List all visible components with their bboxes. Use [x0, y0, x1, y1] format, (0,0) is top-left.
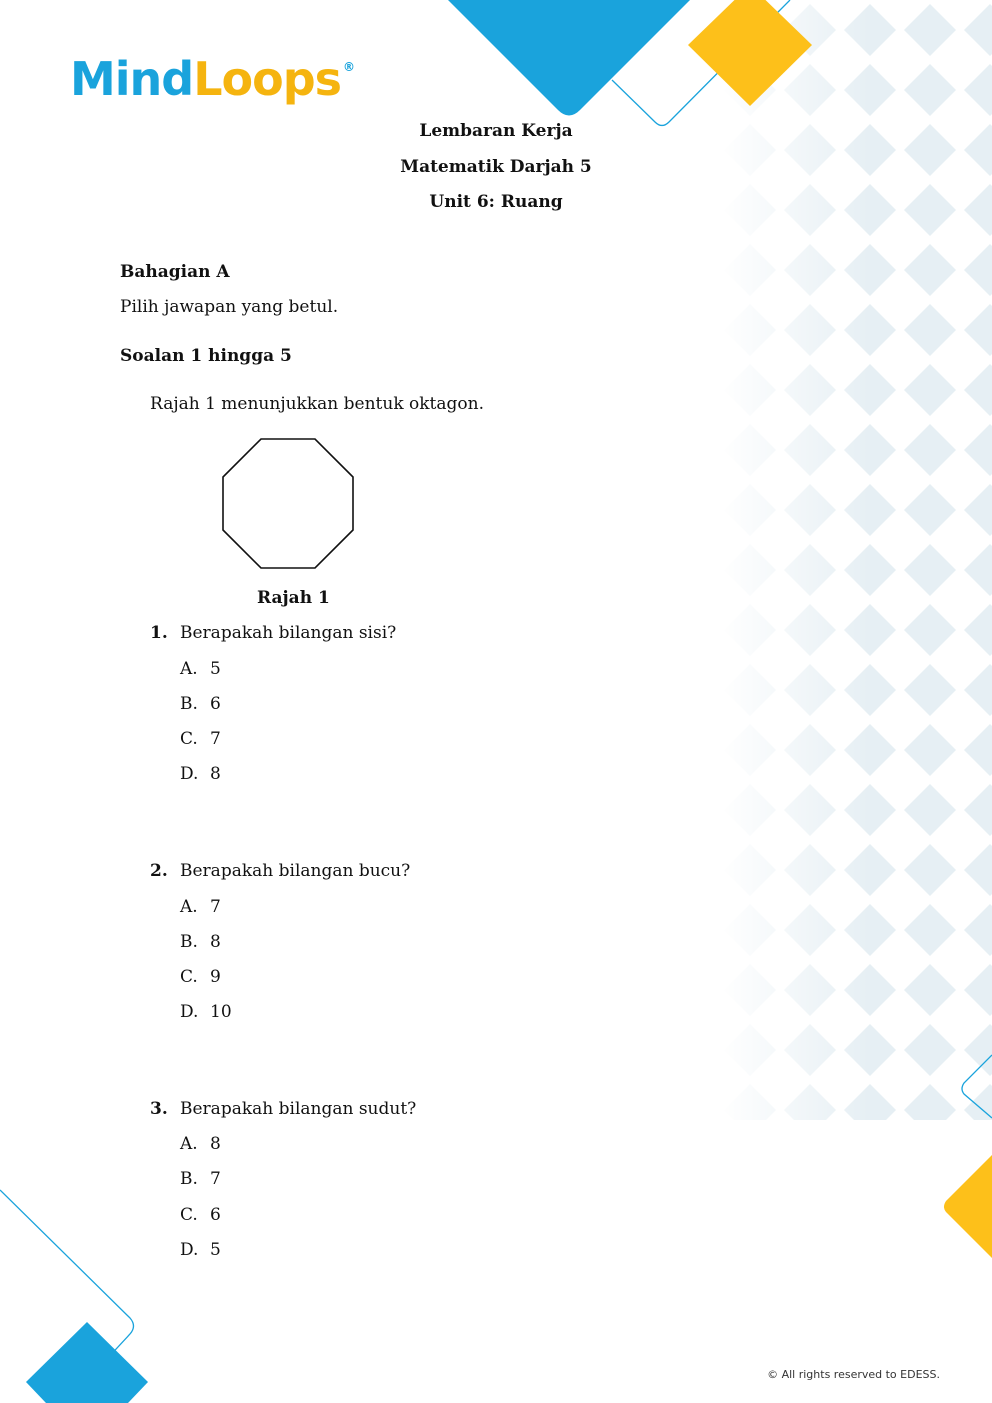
section-instruction: Pilih jawapan yang betul. — [120, 297, 339, 317]
worksheet-unit: Unit 6: Ruang — [429, 192, 563, 212]
option-value: 7 — [210, 729, 221, 749]
section-title: Bahagian A — [120, 262, 230, 282]
question-text: Berapakah bilangan bucu? — [180, 861, 411, 881]
option-value: 7 — [210, 897, 221, 917]
option-value: 6 — [210, 694, 221, 714]
outline-diamond-right — [962, 1055, 992, 1118]
figure-caption: Rajah 1 — [257, 588, 330, 608]
logo-text-loops: Loops — [193, 52, 342, 106]
option-value: 8 — [210, 1134, 221, 1154]
option-letter: C. — [180, 729, 198, 749]
option-letter: C. — [180, 967, 198, 987]
option-value: 9 — [210, 967, 221, 987]
option-letter: D. — [180, 764, 199, 784]
question-range: Soalan 1 hingga 5 — [120, 346, 292, 366]
worksheet-subject: Matematik Darjah 5 — [400, 157, 592, 177]
option-letter: B. — [180, 1169, 198, 1189]
option-letter: A. — [180, 1134, 198, 1154]
option-value: 5 — [210, 1240, 221, 1260]
question-text: Berapakah bilangan sisi? — [180, 623, 397, 643]
yellow-diamond-top — [688, 0, 812, 106]
logo-registered-mark: ® — [343, 60, 355, 74]
option-letter: A. — [180, 897, 198, 917]
question-number: 2. — [150, 861, 168, 881]
worksheet-title: Lembaran Kerja — [419, 121, 573, 141]
option-letter: C. — [180, 1205, 198, 1225]
option-value: 5 — [210, 659, 221, 679]
yellow-diamond-right — [944, 1155, 992, 1258]
blue-diamond-bottom-left — [26, 1322, 148, 1403]
question-number: 1. — [150, 623, 168, 643]
option-letter: B. — [180, 932, 198, 952]
logo-text-mind: Mind — [70, 52, 194, 106]
copyright-footer: © All rights reserved to EDESS. — [767, 1368, 940, 1381]
option-letter: A. — [180, 659, 198, 679]
octagon-figure — [215, 432, 361, 576]
outline-diamond-bottom-left — [0, 1190, 134, 1403]
blue-triangle-top — [448, 0, 690, 116]
option-letter: D. — [180, 1002, 199, 1022]
option-value: 8 — [210, 764, 221, 784]
option-value: 7 — [210, 1169, 221, 1189]
option-letter: D. — [180, 1240, 199, 1260]
option-value: 6 — [210, 1205, 221, 1225]
question-text: Berapakah bilangan sudut? — [180, 1099, 417, 1119]
figure-intro: Rajah 1 menunjukkan bentuk oktagon. — [150, 394, 484, 414]
option-value: 8 — [210, 932, 221, 952]
option-value: 10 — [210, 1002, 232, 1022]
mindloops-logo — [70, 52, 354, 112]
option-letter: B. — [180, 694, 198, 714]
question-number: 3. — [150, 1099, 168, 1119]
outline-diamond-top — [612, 0, 790, 126]
octagon-shape — [223, 439, 353, 568]
